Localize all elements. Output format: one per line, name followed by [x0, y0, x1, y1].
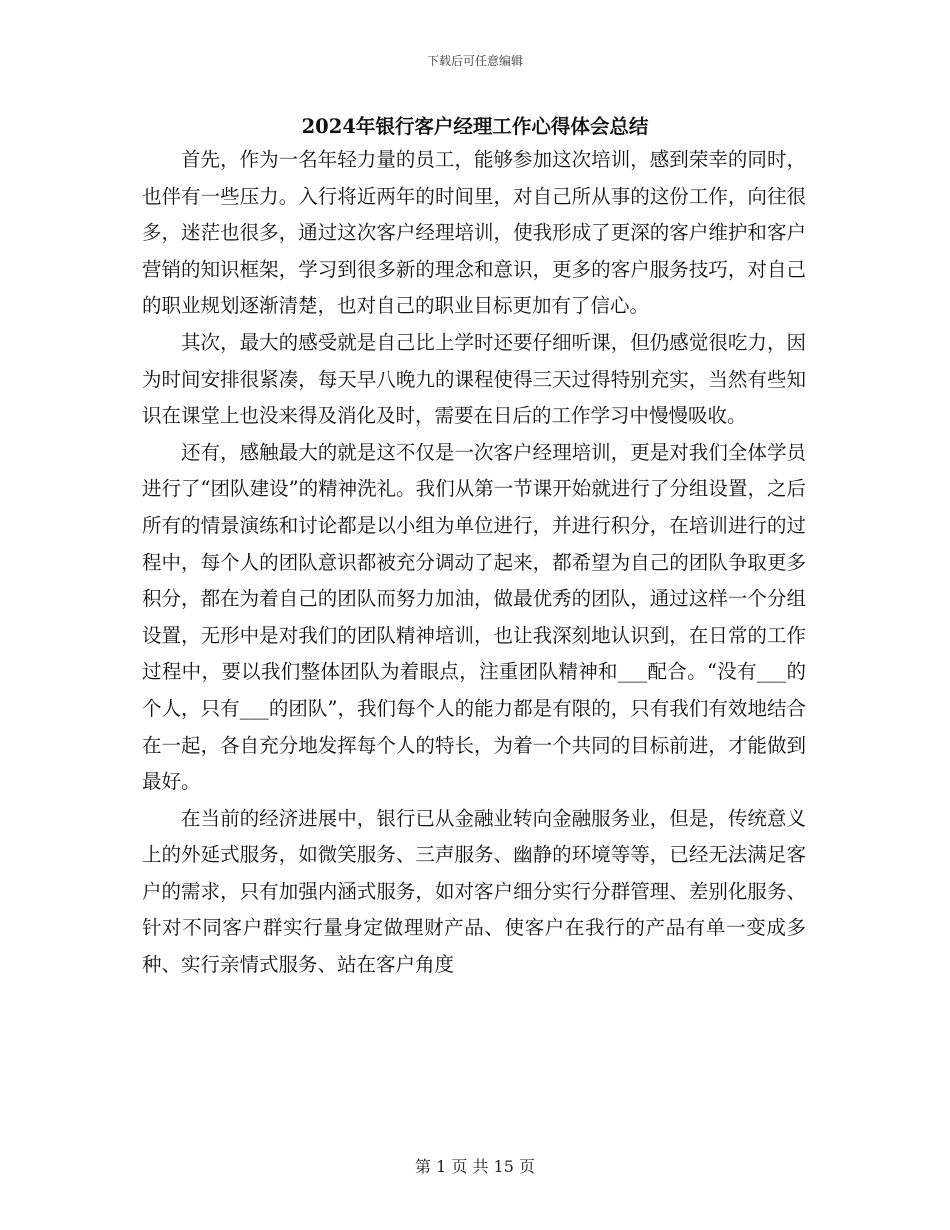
paragraph-1: 首先，作为一名年轻力量的员工，能够参加这次培训，感到荣幸的同时，也伴有一些压力。入行将近两年的时间里，对自己所从事的这份工作，向往很多，迷茫也很多，通过这次客户经理培训，使我形成了更深的客户维护和客户营销的知识框架，学习到很多新的理念和意识，更多的客户服务技巧，对自己的职业规划逐渐清楚，也对自己的职业目标更加有了信心。 — [142, 148, 806, 318]
page-header-note: 下载后可任意编辑 — [426, 54, 523, 68]
paragraph-3: 还有，感触最大的就是这不仅是一次客户经理培训，更是对我们全体学员进行了“团队建设”的精神洗礼。我们从第一节课开始就进行了分组设置，之后所有的情景演练和讨论都是以小组为单位进行，并进行积分，在培训进行的过程中，每个人的团队意识都被充分调动了起来，都希望为自己的团队争取更多积分，都在为着自己的团队而努力加油，做最优秀的团队，通过这样一个分组设置，无形中是对我们的团队精神培训，也让我深刻地认识到，在日常的工作过程中，要以我们整体团队为着眼点，注重团队精神和___配合。“没有___的个人，只有___的团队”，我们每个人的能力都是有限的，只有我们有效地结合在一起，各自充分地发挥每个人的特长，为着一个共同的目标前进，才能做到最好。 — [142, 440, 806, 794]
paragraph-2: 其次，最大的感受就是自己比上学时还要仔细听课，但仍感觉很吃力，因为时间安排很紧凑，每天早八晚九的课程使得三天过得特别充实，当然有些知识在课堂上也没来得及消化及时，需要在日后的工作学习中慢慢吸收。 — [142, 330, 806, 428]
document-title: 2024年银行客户经理工作心得体会总结 — [301, 115, 649, 138]
page-footer-page-number: 第 1 页 共 15 页 — [415, 1157, 535, 1176]
paragraph-4: 在当前的经济进展中，银行已从金融业转向金融服务业，但是，传统意义上的外延式服务，如微笑服务、三声服务、幽静的环境等等，已经无法满足客户的需求，只有加强内涵式服务，如对客户细分实行分群管理、差别化服务、针对不同客户群实行量身定做理财产品、使客户在我行的产品有单一变成多种、实行亲情式服务、站在客户角度 — [142, 806, 806, 977]
document-body — [142, 142, 806, 984]
